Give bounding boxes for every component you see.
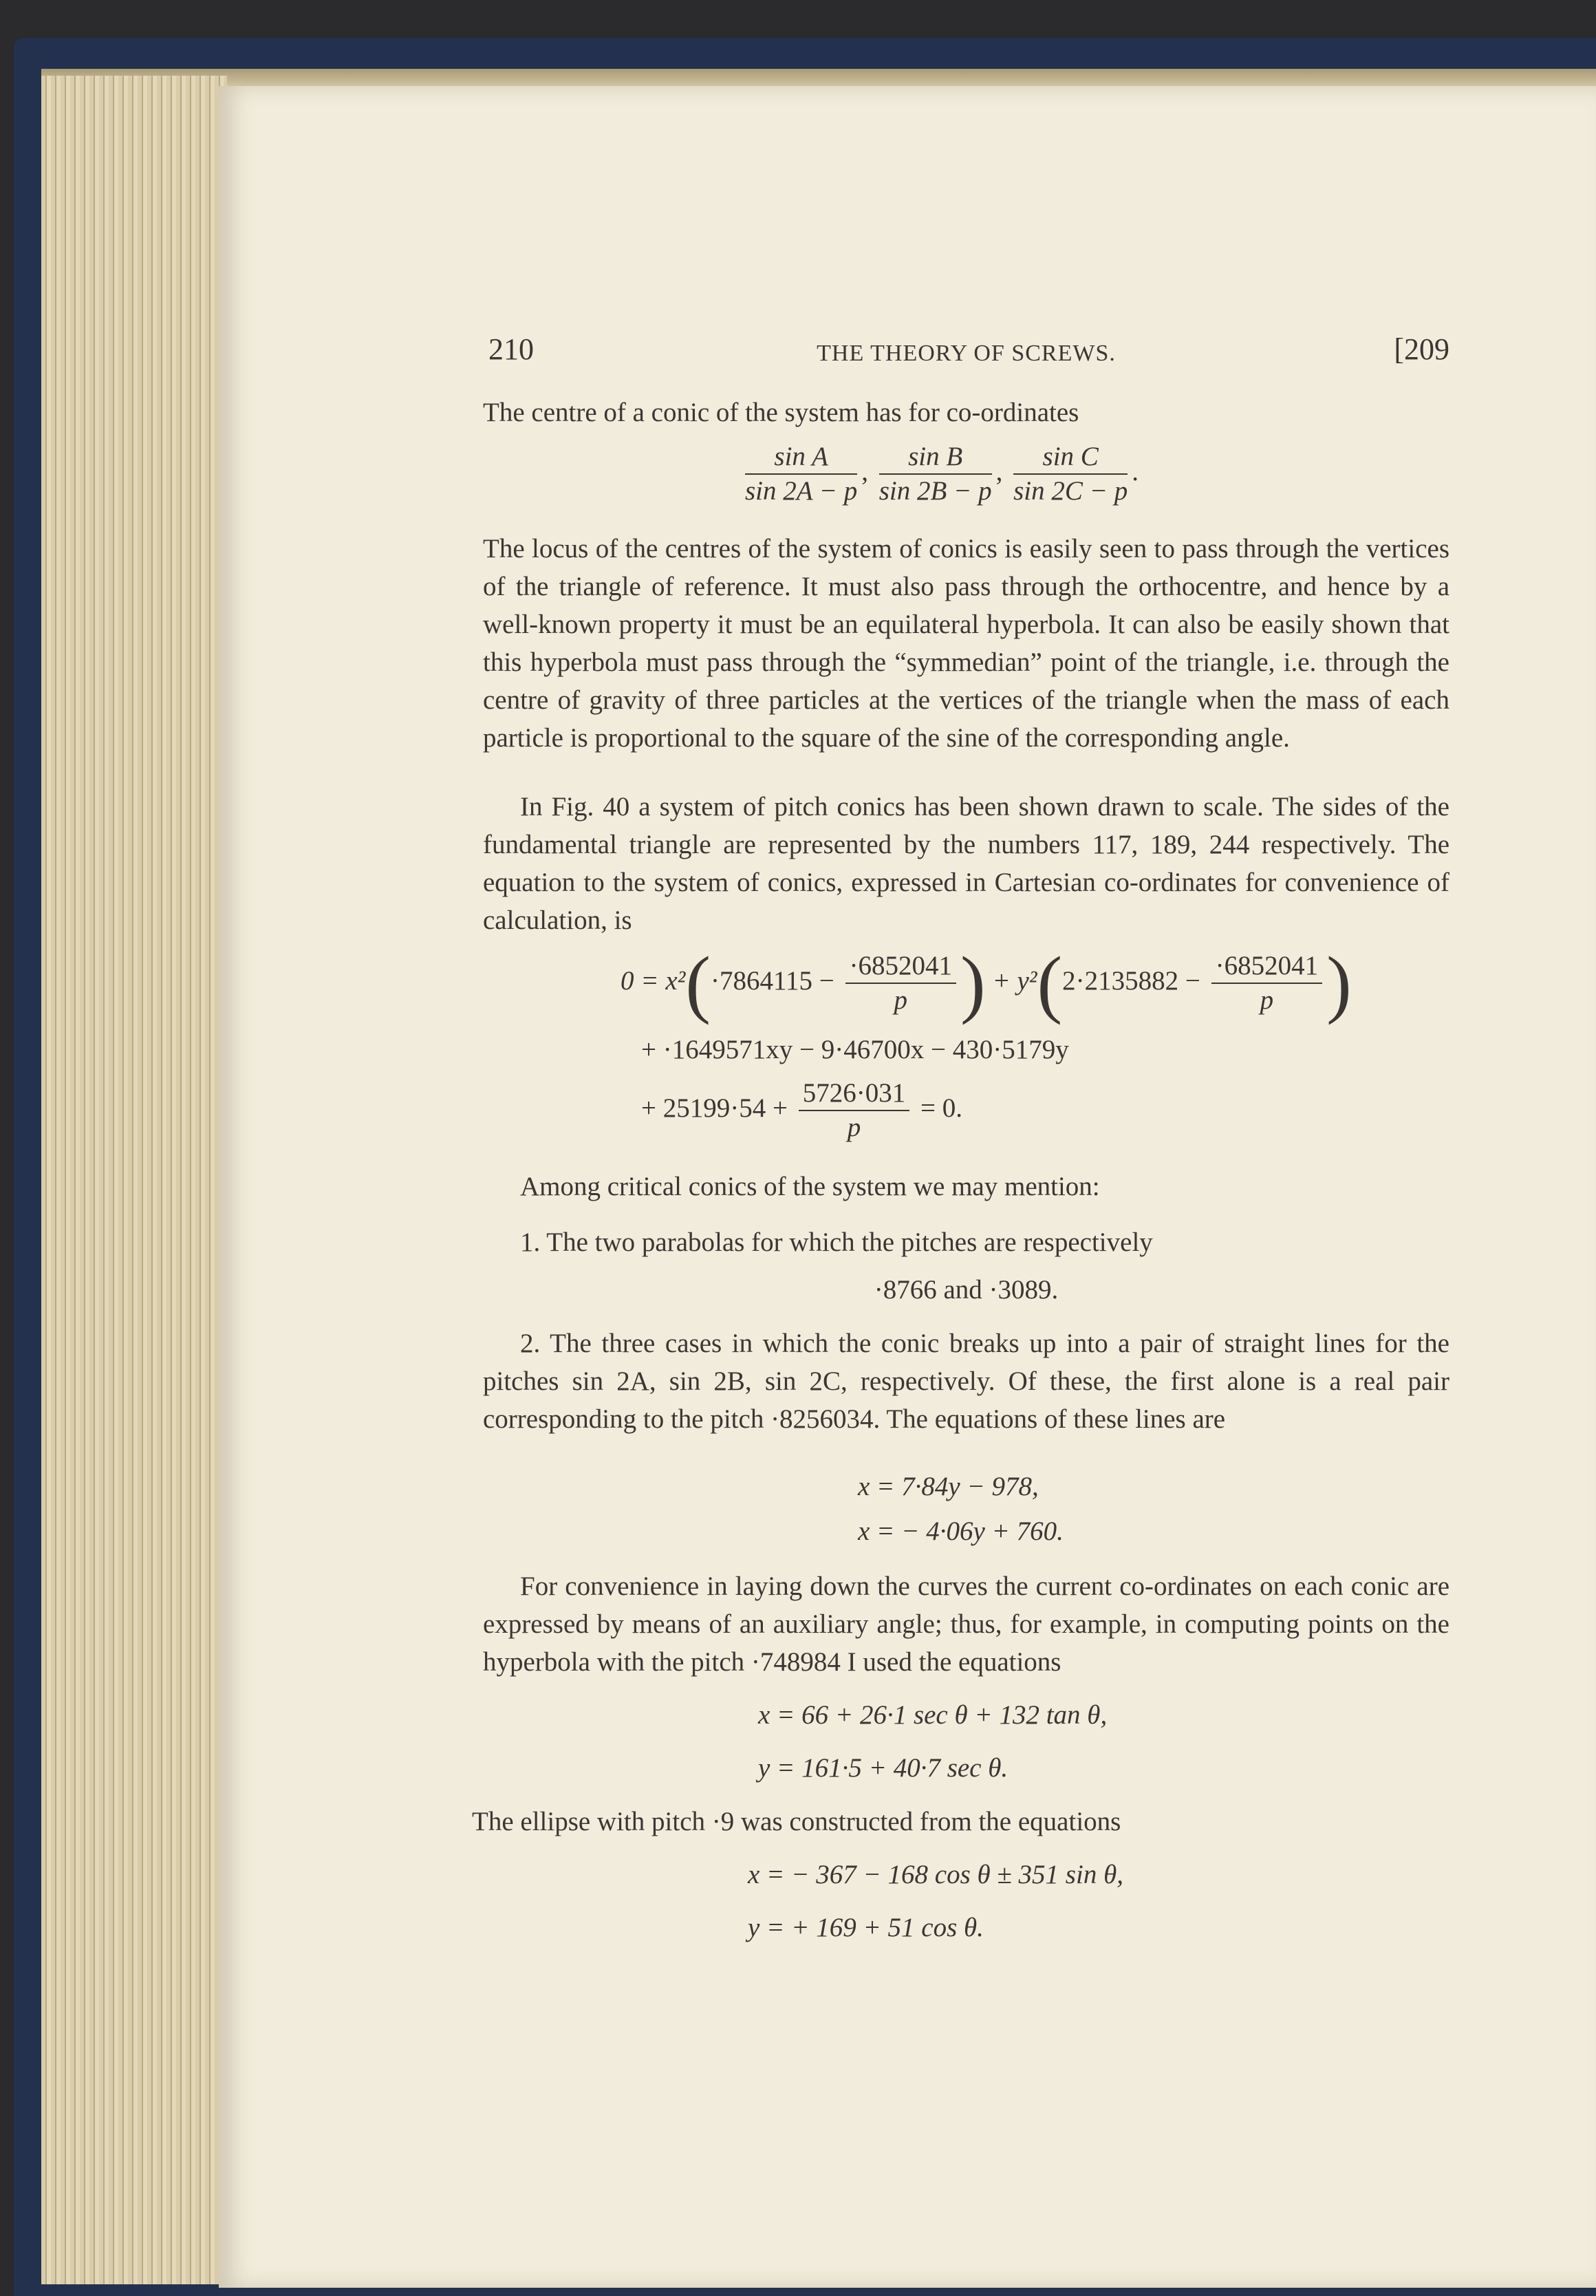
item-1 xyxy=(483,1223,1449,1261)
page-number: 210 xyxy=(488,332,534,366)
paragraph-centre xyxy=(483,394,1449,431)
equation: y = + 169 + 51 cos θ. xyxy=(748,1913,984,1942)
text: The centre of a conic of the system has for co-ordinates xyxy=(483,398,1079,427)
paragraph-fig40 xyxy=(483,788,1449,939)
text: 2. The three cases in which the conic breaks up into a pair of straight lines for the pitches sin 2A, sin 2B, sin 2C, respectively. Of these, the first alone is a real pair corresponding to the pitch ·8256034. The equations of these lines are xyxy=(483,1329,1449,1434)
numerator: sin B xyxy=(879,440,992,475)
denominator: sin 2C − p xyxy=(1013,476,1128,506)
denominator: p xyxy=(1260,985,1274,1015)
text: The ellipse with pitch ·9 was constructed from the equations xyxy=(472,1807,1121,1836)
text: For convenience in laying down the curves the current co-ordinates on each conic are expressed by means of an auxiliary angle; thus, for example, in computing points on the hyperbola with the pitch ·748984 I used the equations xyxy=(483,1571,1449,1677)
numerator: sin C xyxy=(1013,440,1128,475)
denominator: sin 2B − p xyxy=(878,476,992,506)
eq-mid: + y² xyxy=(992,965,1037,996)
paragraph-ellipse xyxy=(472,1803,1438,1841)
denominator: p xyxy=(894,985,908,1015)
eq-line-3b: = 0. xyxy=(920,1093,962,1123)
item-1-values: ·8766 and ·3089. xyxy=(874,1275,1059,1305)
equation: x = − 4·06y + 760. xyxy=(858,1516,1064,1546)
text: The locus of the centres of the system of conics is easily seen to pass through the vertices of the triangle of reference. It must also pass through the orthocentre, and hence by a well-known property it must be an equilateral hyperbola. It can also be easily shown that this hyperbola must pass through the “symmedian” point of the triangle, i.e. through the centre of gravity of three particles at the vertices of the triangle when the mass of each particle is proportional to the square of the sine of the corresponding angle. xyxy=(483,534,1449,753)
ellipse-equations xyxy=(483,1856,1449,1946)
equation: x = 7·84y − 978, xyxy=(858,1472,1039,1501)
paragraph-locus xyxy=(483,530,1449,757)
eq-term-b: 2·2135882 − xyxy=(1062,965,1200,996)
eq-line-2: + ·1649571xy − 9·46700x − 430·5179y xyxy=(641,1035,1069,1064)
eq-term-a: ·7864115 − xyxy=(710,965,834,996)
numerator: sin A xyxy=(745,440,857,475)
text: Among critical conics of the system we may mention: xyxy=(520,1172,1100,1201)
coords-formula: $\frac{\text{sin A}}{\sin 2A - p}$ , $\frac{\text{sin B}}{\sin 2B - p}$ , $\frac{\text{sin C}}{\sin 2C - p}$ . xyxy=(483,440,1449,508)
fraction-b xyxy=(879,440,992,508)
conic-equation: 0 = x²(·7864115 − $\frac{\cdot 6852041}{p}$ ) + y²(2·2135882 − $\frac{\cdot 6852041}{p}$ ) + ·1649571xy − 9·46700x − 430·5179y + 25199·54 + $\frac{5726\cdot 031}{p}$ = 0. xyxy=(483,949,1449,1144)
numerator: 5726·031 xyxy=(799,1077,910,1111)
lines-equations xyxy=(483,1468,1449,1550)
running-title: THE THEORY OF SCREWS. xyxy=(817,341,1116,366)
eq-lhs: 0 = x² xyxy=(621,965,686,996)
page-edges-left xyxy=(41,76,227,2284)
equation: x = 66 + 26·1 sec θ + 132 tan θ, xyxy=(758,1700,1108,1730)
numerator: ·6852041 xyxy=(845,949,957,984)
paragraph-convenience xyxy=(483,1567,1449,1681)
fraction-c xyxy=(1013,440,1128,508)
denominator: sin 2A − p xyxy=(745,476,858,506)
paragraph-critical xyxy=(483,1168,1449,1205)
denominator: p xyxy=(847,1113,861,1142)
numerator: ·6852041 xyxy=(1211,949,1323,984)
fraction-a xyxy=(745,440,857,508)
eq-line-3a: + 25199·54 + xyxy=(641,1093,788,1123)
hyperbola-equations xyxy=(483,1696,1449,1787)
text: In Fig. 40 a system of pitch conics has been shown drawn to scale. The sides of the fundamental triangle are represented by the numbers 117, 189, 244 respectively. The equation to the system of conics, expressed in Cartesian co-ordinates for convenience of calculation, is xyxy=(483,792,1449,935)
section-ref: [209 xyxy=(1394,332,1449,366)
text: 1. The two parabolas for which the pitches are respectively xyxy=(520,1227,1153,1257)
equation: x = − 367 − 168 cos θ ± 351 sin θ, xyxy=(748,1860,1123,1889)
equation: y = 161·5 + 40·7 sec θ. xyxy=(758,1753,1009,1783)
item-2 xyxy=(483,1324,1449,1438)
